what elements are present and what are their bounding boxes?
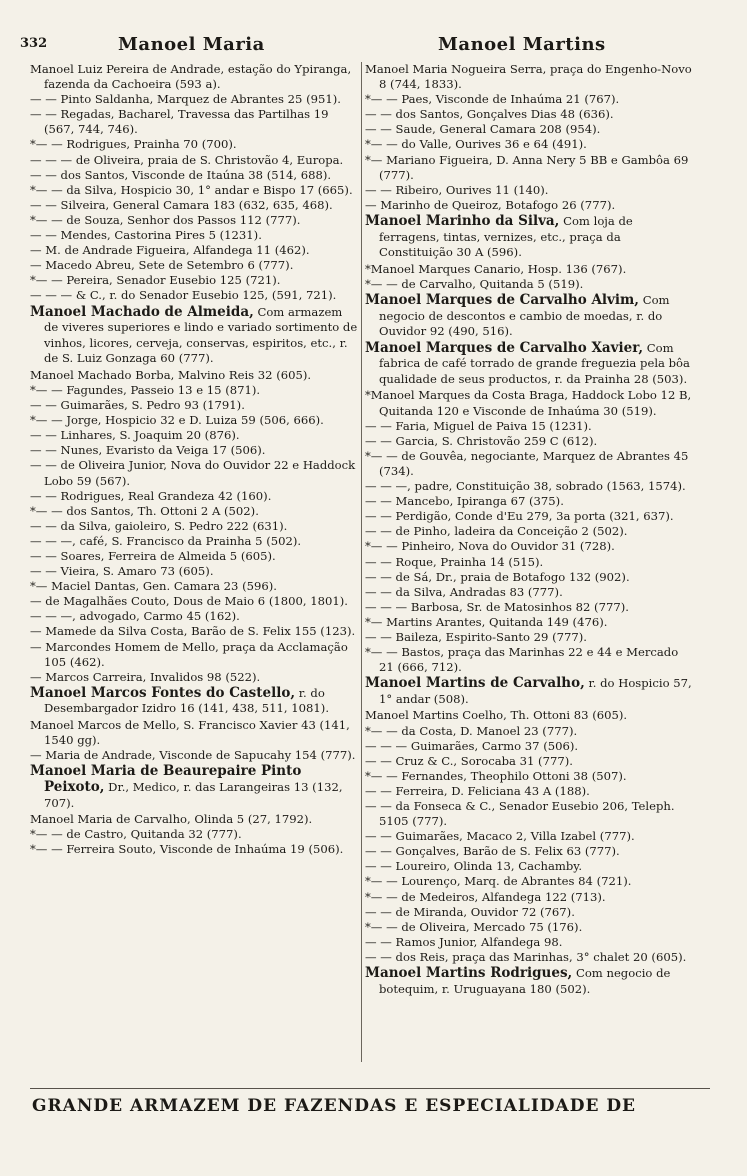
directory-entry: *— — de Medeiros, Alfandega 122 (713).	[365, 889, 606, 904]
featured-entry-name: Manoel Machado de Almeida,	[30, 303, 254, 320]
featured-entry-name: Manoel Martins de Carvalho,	[365, 675, 585, 692]
directory-entry: *— — Pereira, Senador Eusebio 125 (721).	[30, 273, 281, 288]
featured-entry-text: Com negocio de botequim, r. Uruguayana 180 (502).	[379, 966, 671, 996]
directory-entry: — — Linhares, S. Joaquim 20 (876).	[30, 428, 240, 443]
directory-entry: — — Garcia, S. Christovão 259 C (612).	[365, 433, 598, 448]
directory-entry: *— — Rodrigues, Prainha 70 (700).	[30, 137, 237, 152]
directory-entry: — — Pinto Saldanha, Marquez de Abrantes 25 (951).	[30, 92, 341, 107]
directory-entry: — — — de Oliveira, praia de S. Christovão 4, Europa.	[30, 152, 344, 167]
page-number: 332	[20, 36, 48, 51]
running-head-left: Manoel Maria	[118, 34, 265, 55]
directory-entry: — M. de Andrade Figueira, Alfandega 11 (462).	[30, 243, 310, 258]
directory-entry: — — de Sá, Dr., praia de Botafogo 132 (902).	[365, 569, 630, 584]
featured-entry	[365, 676, 695, 707]
directory-entry: — — — & C., r. do Senador Eusebio 125, (591, 721).	[30, 288, 337, 303]
directory-entry: — de Magalhães Couto, Dous de Maio 6 (1800, 1801).	[30, 594, 348, 609]
directory-entry: *— — de Gouvêa, negociante, Marquez de Abrantes 45 (734).	[365, 448, 689, 478]
featured-entry-text: r. do Hospicio 57, 1° andar (508).	[379, 676, 692, 706]
featured-entry-name: Manoel Marcos Fontes do Castello,	[30, 684, 296, 701]
directory-entry: — — Saude, General Camara 208 (954).	[365, 122, 601, 137]
directory-entry: — — — Guimarães, Carmo 37 (506).	[365, 738, 579, 753]
directory-entry: *Manoel Marques Canario, Hosp. 136 (767).	[365, 261, 627, 276]
directory-entry: — — da Fonseca & C., Senador Eusebio 206, Teleph. 5105 (777).	[365, 799, 675, 829]
featured-entry-text: Com fabrica de café torrado de grande freguezia pela bôa qualidade de seus productos, r. da Prainha 28 (503).	[379, 340, 690, 386]
directory-entry: — — Nunes, Evaristo da Veiga 17 (506).	[30, 443, 266, 458]
featured-entry-text: Com loja de ferragens, tintas, vernizes, etc., praça da Constituição 30 A (596).	[379, 213, 633, 260]
directory-entry: *— — Paes, Visconde de Inhaúma 21 (767).	[365, 92, 620, 107]
directory-entry: *— — da Silva, Hospicio 30, 1° andar e Bispo 17 (665).	[30, 182, 353, 197]
directory-entry: — — Soares, Ferreira de Almeida 5 (605).	[30, 549, 276, 563]
footer-divider	[30, 1088, 710, 1089]
featured-entry	[30, 764, 360, 811]
directory-entry: *— — de Castro, Quitanda 32 (777).	[30, 827, 242, 842]
directory-entry: — — dos Santos, Visconde de Itaúna 38 (514, 688).	[30, 167, 332, 182]
featured-entry	[365, 293, 695, 340]
directory-entry: — — Mancebo, Ipiranga 67 (375).	[365, 494, 564, 509]
directory-entry: *— — Ferreira Souto, Visconde de Inhaúma 19 (506).	[30, 842, 344, 857]
directory-entry: *— Mariano Figueira, D. Anna Nery 5 BB e Gambôa 69 (777).	[365, 152, 689, 182]
featured-entry-text: Com negocio de descontos e cambio de moedas, r. do Ouvidor 92 (490, 516).	[379, 292, 670, 339]
directory-entry: — Marcos Carreira, Invalidos 98 (522).	[30, 669, 261, 684]
directory-entry: — — Guimarães, Macaco 2, Villa Izabel (777).	[365, 829, 635, 844]
directory-entry: — — Silveira, General Camara 183 (632, 635, 468).	[30, 197, 333, 212]
featured-entry-text: r. do Desembargador Izidro 16 (141, 438, 511, 1081).	[44, 685, 329, 716]
directory-entry: *Manoel Marques da Costa Braga, Haddock Lobo 12 B, Quitanda 120 e Visconde de Inhaúma 30 (519).	[365, 388, 692, 418]
directory-entry: — — Loureiro, Olinda 13, Cachamby.	[365, 859, 583, 874]
featured-entry-name: Manoel Marques de Carvalho Xavier,	[365, 339, 644, 356]
featured-entry	[30, 305, 360, 367]
directory-entry: *— — Pinheiro, Nova do Ouvidor 31 (728).	[365, 539, 615, 554]
directory-entry: — — Guimarães, S. Pedro 93 (1791).	[30, 398, 245, 413]
directory-entry: — — de Oliveira Junior, Nova do Ouvidor 22 e Haddock Lobo 59 (567).	[30, 458, 356, 488]
featured-entry-name: Manoel Martins Rodrigues,	[365, 965, 573, 982]
directory-entry: *— — do Valle, Ourives 36 e 64 (491).	[365, 137, 587, 152]
directory-entry: Manoel Maria Nogueira Serra, praça do Engenho-Novo 8 (744, 1833).	[365, 62, 692, 92]
directory-entry: *— — de Oliveira, Mercado 75 (176).	[365, 919, 583, 934]
directory-entry: — — Ribeiro, Ourives 11 (140).	[365, 182, 549, 197]
directory-entry: — — dos Santos, Gonçalves Dias 48 (636).	[365, 107, 614, 122]
directory-entry: *— — da Costa, D. Manoel 23 (777).	[365, 723, 578, 738]
directory-entry: *— — dos Santos, Th. Ottoni 2 A (502).	[30, 503, 259, 518]
directory-entry: — — Mendes, Castorina Pires 5 (1231).	[30, 228, 262, 243]
column-divider	[361, 62, 362, 1062]
directory-entry: *— — Bastos, praça das Marinhas 22 e 44 e Mercado 21 (666, 712).	[365, 645, 679, 675]
directory-entry: — — da Silva, Andradas 83 (777).	[365, 584, 563, 599]
directory-entry: — — Faria, Miguel de Paiva 15 (1231).	[365, 418, 592, 433]
featured-entry-text: Com armazem de viveres superiores e lindo e variado sortimento de vinhos, licores, cerveja, conservas, espiritos, etc., r. de S. Luiz Gonzaga 60 (777).	[44, 304, 358, 366]
directory-entry: — — —, advogado, Carmo 45 (162).	[30, 609, 240, 624]
directory-entry: — — Ferreira, D. Feliciana 43 A (188).	[365, 783, 590, 798]
directory-entry: — Marcondes Homem de Mello, praça da Acclamação 105 (462).	[30, 639, 348, 669]
directory-entry: — — Ramos Junior, Alfandega 98.	[365, 934, 563, 949]
directory-entry: Manoel Maria de Carvalho, Olinda 5 (27, 1792).	[30, 812, 313, 827]
featured-entry-name: Manoel Marinho da Silva,	[365, 212, 560, 229]
directory-entry: — — Perdigão, Conde d'Eu 279, 3a porta (321, 637).	[365, 509, 674, 524]
featured-entry	[365, 214, 695, 261]
directory-entry: *— Martins Arantes, Quitanda 149 (476).	[365, 614, 608, 629]
directory-entry: — — de Pinho, ladeira da Conceição 2 (502).	[365, 524, 628, 539]
directory-entry: Manoel Machado Borba, Malvino Reis 32 (605).	[30, 367, 312, 382]
directory-entry: *— — Fagundes, Passeio 13 e 15 (871).	[30, 382, 261, 397]
running-head-right: Manoel Martins	[438, 34, 606, 55]
directory-entry: Manoel Marcos de Mello, S. Francisco Xavier 43 (141, 1540 gg).	[30, 718, 350, 748]
directory-entry: — — Gonçalves, Barão de S. Felix 63 (777).	[365, 844, 620, 859]
directory-entry: *— — Lourenço, Marq. de Abrantes 84 (721).	[365, 874, 632, 889]
featured-entry-text: Dr., Medico, r. das Larangeiras 13 (132, 707).	[44, 779, 343, 810]
directory-entry: — Mamede da Silva Costa, Barão de S. Felix 155 (123).	[30, 624, 356, 639]
directory-entry: — Maria de Andrade, Visconde de Sapucahy 154 (777).	[30, 748, 356, 763]
directory-entry: — — dos Reis, praça das Marinhas, 3° chalet 20 (605).	[365, 949, 687, 964]
directory-entry: — — Rodrigues, Real Grandeza 42 (160).	[30, 488, 272, 503]
directory-entry: — — da Silva, gaioleiro, S. Pedro 222 (631).	[30, 518, 288, 533]
directory-entry: — — — Barbosa, Sr. de Matosinhos 82 (777).	[365, 599, 629, 614]
directory-entry: *— — de Carvalho, Quitanda 5 (519).	[365, 276, 584, 291]
directory-entry: *— — de Souza, Senhor dos Passos 112 (777).	[30, 212, 301, 227]
featured-entry-name: Manoel Maria de Beaurepaire Pinto Peixoto,	[30, 763, 302, 795]
directory-entry: Manoel Luiz Pereira de Andrade, estação do Ypiranga, fazenda da Cachoeira (593 a).	[30, 62, 352, 92]
directory-entry: — — Vieira, S. Amaro 73 (605).	[30, 564, 214, 579]
directory-entry: — Macedo Abreu, Sete de Setembro 6 (777).	[30, 258, 294, 273]
directory-entry: *— Maciel Dantas, Gen. Camara 23 (596).	[30, 579, 277, 594]
directory-entry: — — Regadas, Bacharel, Travessa das Partilhas 19 (567, 744, 746).	[30, 107, 329, 137]
featured-entry	[365, 966, 695, 997]
directory-entry: — Marinho de Queiroz, Botafogo 26 (777).	[365, 197, 616, 212]
directory-entry: — — Roque, Prainha 14 (515).	[365, 554, 544, 569]
directory-entry: — — —, café, S. Francisco da Prainha 5 (502).	[30, 533, 302, 548]
directory-entry: *— — Fernandes, Theophilo Ottoni 38 (507).	[365, 768, 627, 783]
directory-entry: *— — Jorge, Hospicio 32 e D. Luiza 59 (506, 666).	[30, 413, 324, 428]
directory-entry: — — de Miranda, Ouvidor 72 (767).	[365, 904, 575, 919]
featured-entry	[30, 686, 360, 717]
featured-entry	[365, 341, 695, 388]
directory-entry: — — Baileza, Espirito-Santo 29 (777).	[365, 629, 587, 644]
right-column	[365, 62, 695, 1062]
directory-entry: — — Cruz & C., Sorocaba 31 (777).	[365, 753, 573, 768]
featured-entry-name: Manoel Marques de Carvalho Alvim,	[365, 291, 640, 308]
advertisement-footer: GRANDE ARMAZEM DE FAZENDAS E ESPECIALIDADE DE	[32, 1096, 637, 1116]
directory-entry: — — —, padre, Constituição 38, sobrado (1563, 1574).	[365, 479, 686, 494]
left-column	[30, 62, 360, 1062]
directory-entry: Manoel Martins Coelho, Th. Ottoni 83 (605).	[365, 708, 628, 723]
